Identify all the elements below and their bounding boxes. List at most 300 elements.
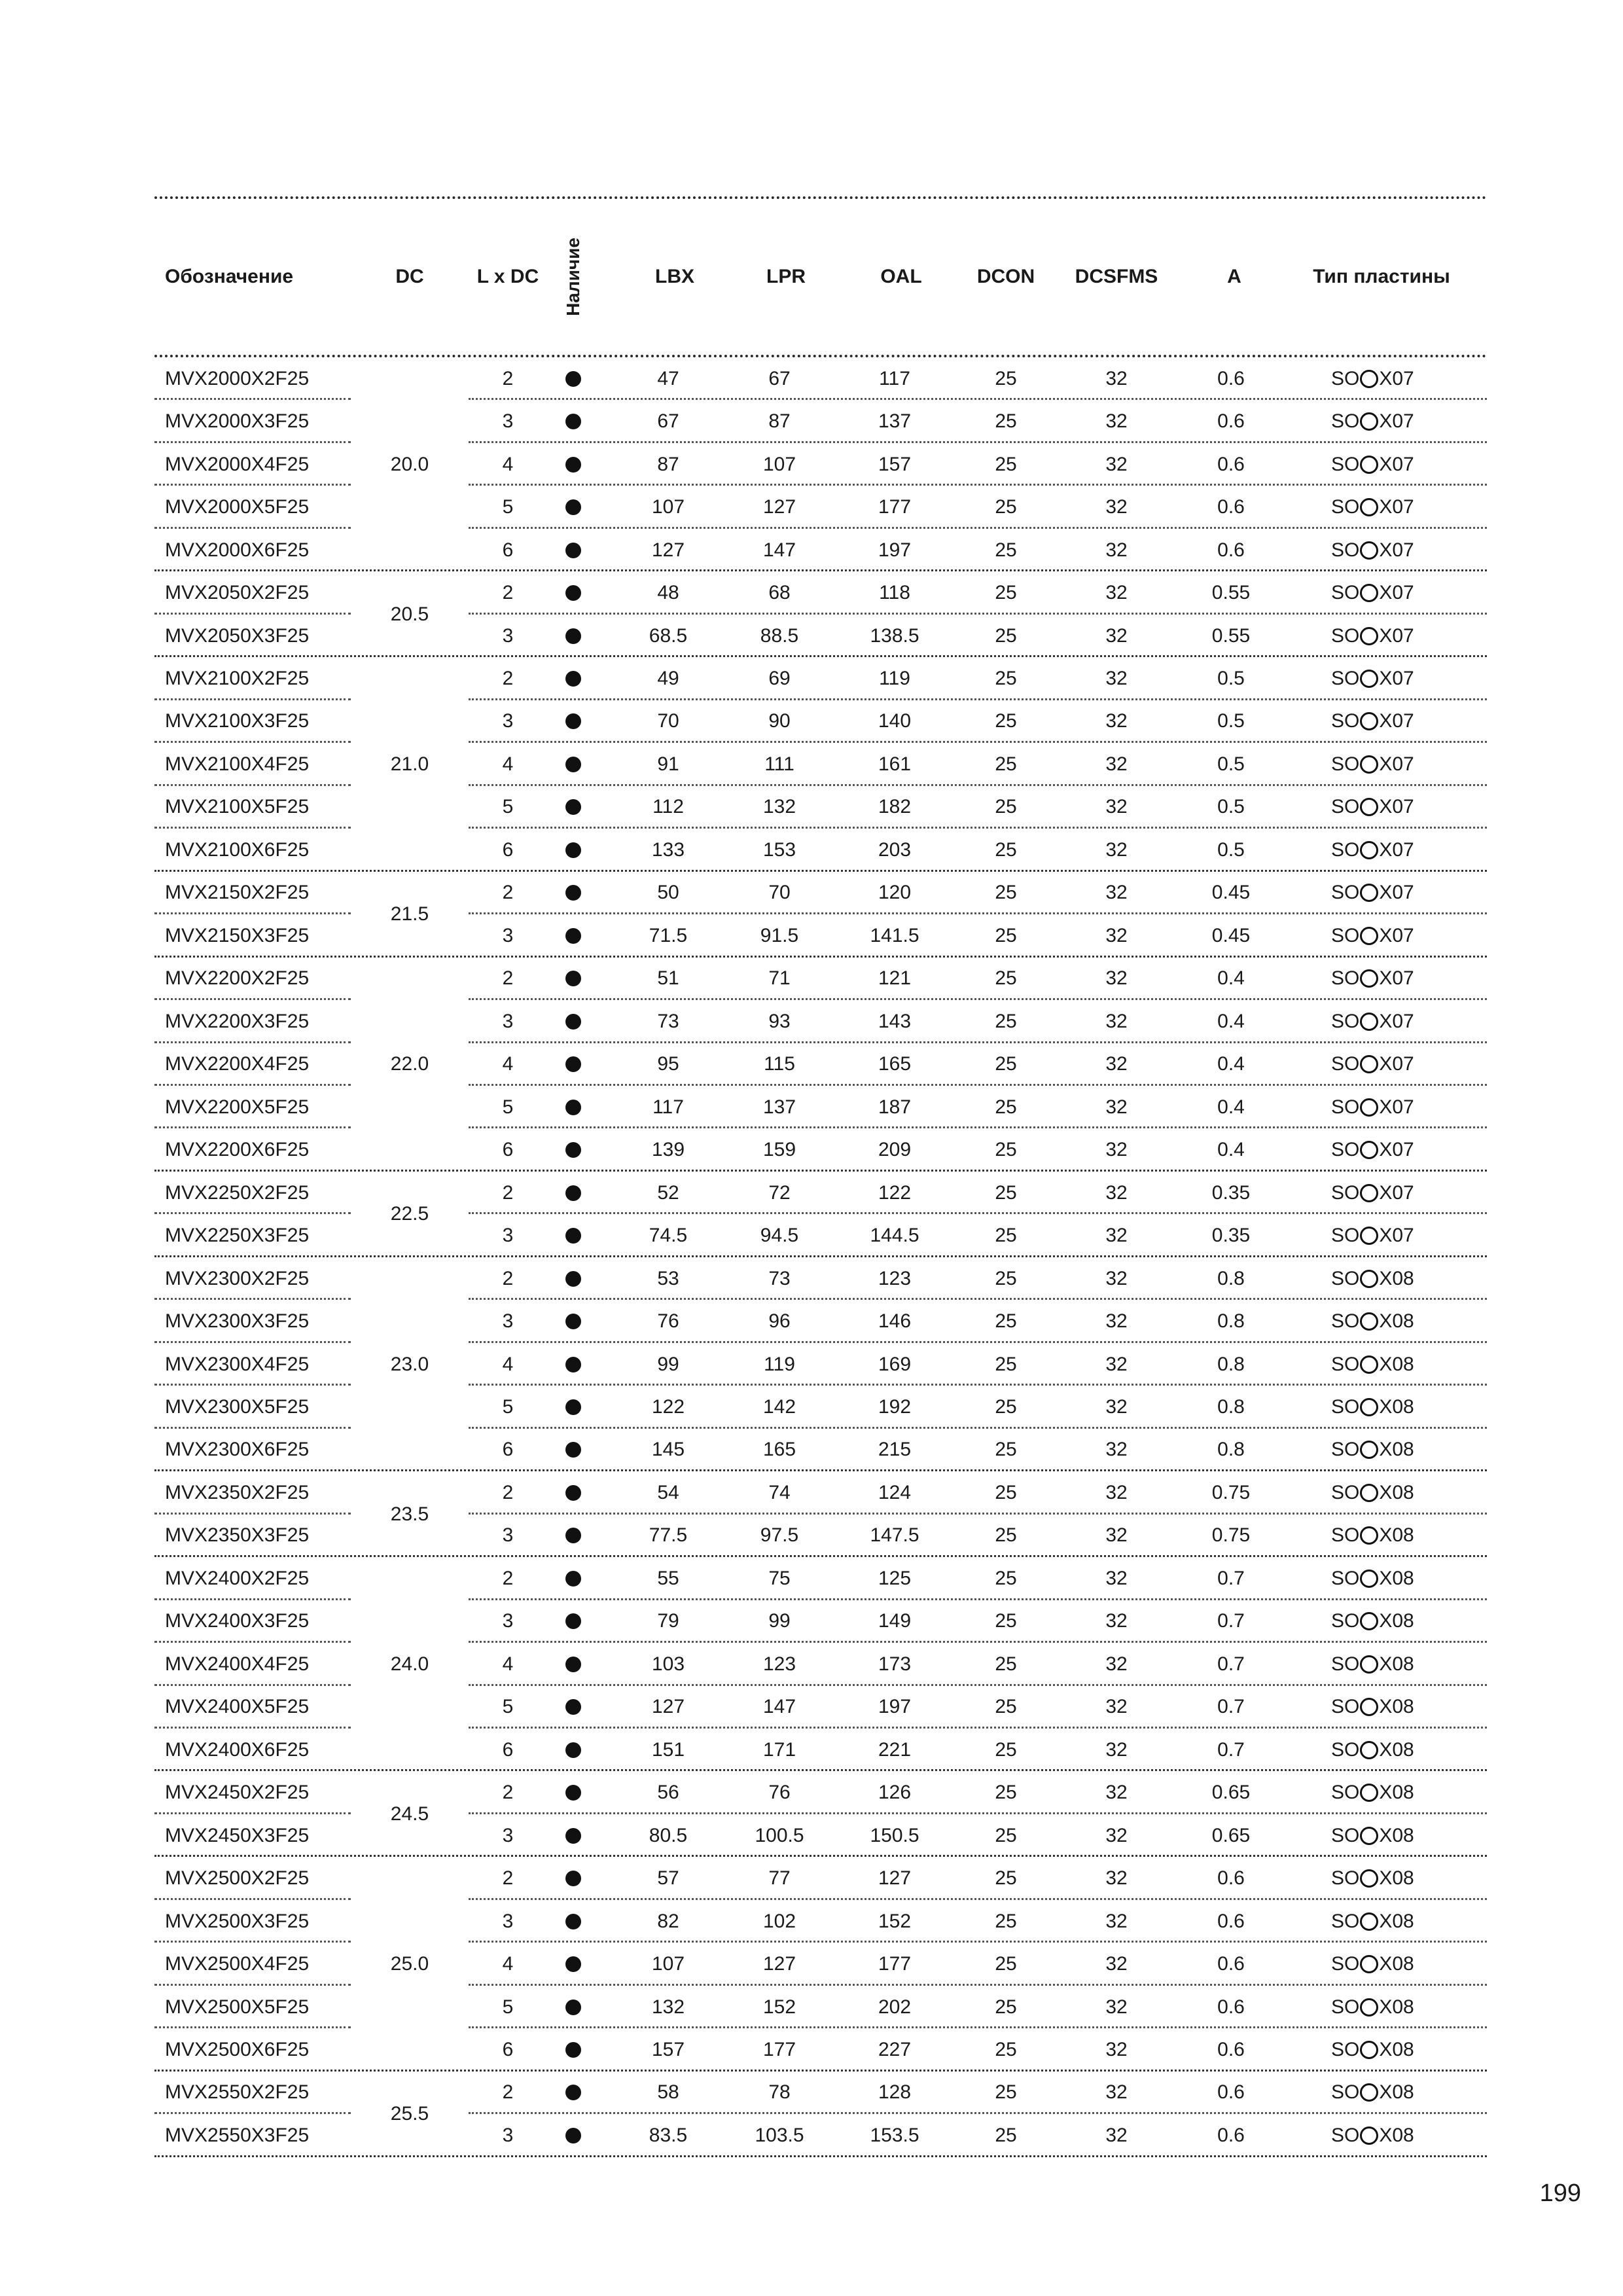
cell-oal: 143 <box>878 1010 912 1032</box>
cell-dcsfms: 32 <box>1105 367 1128 389</box>
insert-code <box>1331 967 1414 990</box>
cell-lbx: 71.5 <box>649 924 688 946</box>
cell-lbx: 56 <box>657 1782 679 1804</box>
cell-oal: 197 <box>878 1696 912 1718</box>
cell-insert-type <box>1331 1729 1462 1771</box>
insert-prefix: SO <box>1331 1353 1360 1375</box>
insert-code <box>1331 1910 1414 1933</box>
insert-variant-circle-icon <box>1360 412 1378 431</box>
header-dcon: DCON <box>976 266 1035 287</box>
insert-code <box>1331 710 1414 732</box>
insert-prefix: SO <box>1331 668 1360 690</box>
header-oal: OAL <box>880 266 922 287</box>
availability-cell <box>547 1686 599 1729</box>
cell-lbx: 67 <box>657 410 679 433</box>
cell-designation: MVX2550X2F25 <box>165 2081 310 2104</box>
cell-lbx: 80.5 <box>649 1824 688 1846</box>
cell-oal: 122 <box>878 1181 912 1204</box>
availability-cell <box>547 1857 599 1899</box>
availability-cell <box>547 443 599 486</box>
cell-lxdc: 5 <box>502 1996 514 2018</box>
cell-dc: 22.5 <box>390 1203 429 1225</box>
cell-lxdc: 6 <box>502 539 514 561</box>
in-stock-dot-icon <box>565 2000 581 2015</box>
cell-designation: MVX2400X3F25 <box>165 1610 310 1632</box>
cell-dcsfms: 32 <box>1105 924 1128 946</box>
cell-oal: 121 <box>878 967 912 990</box>
insert-code <box>1331 1439 1414 1461</box>
insert-prefix: SO <box>1331 1824 1360 1846</box>
cell-lxdc: 5 <box>502 1696 514 1718</box>
cell-dcsfms: 32 <box>1105 838 1128 861</box>
cell-oal: 169 <box>878 1353 912 1375</box>
cell-lbx: 53 <box>657 1267 679 1289</box>
cell-lxdc: 2 <box>502 967 514 990</box>
cell-lbx: 49 <box>657 668 679 690</box>
insert-variant-circle-icon <box>1360 1655 1378 1674</box>
cell-dc: 20.5 <box>390 603 429 625</box>
cell-oal: 165 <box>878 1053 912 1075</box>
insert-prefix: SO <box>1331 753 1360 775</box>
cell-oal: 123 <box>878 1267 912 1289</box>
dc-group <box>154 1771 1487 1857</box>
cell-a: 0.7 <box>1217 1738 1245 1761</box>
cell-oal: 138.5 <box>870 624 919 647</box>
availability-cell <box>547 1729 599 1771</box>
cell-lpr: 159 <box>762 1139 796 1161</box>
insert-variant-circle-icon <box>1360 1441 1378 1459</box>
cell-dcsfms: 32 <box>1105 1567 1128 1589</box>
cell-insert-type <box>1331 529 1462 571</box>
insert-variant-circle-icon <box>1360 2083 1378 2102</box>
cell-dcsfms: 32 <box>1105 1267 1128 1289</box>
cell-dc: 24.5 <box>390 1803 429 1825</box>
cell-lpr: 102 <box>762 1910 796 1932</box>
insert-variant-circle-icon <box>1360 1912 1378 1931</box>
in-stock-dot-icon <box>565 1528 581 1543</box>
cell-insert-type <box>1331 400 1462 442</box>
cell-lxdc: 2 <box>502 2081 514 2104</box>
cell-lpr: 90 <box>768 710 791 732</box>
insert-variant-circle-icon <box>1360 1184 1378 1202</box>
cell-dcsfms: 32 <box>1105 1010 1128 1032</box>
cell-lxdc: 5 <box>502 1395 514 1418</box>
cell-a: 0.5 <box>1217 753 1245 775</box>
cell-designation: MVX2300X3F25 <box>165 1310 310 1333</box>
cell-dcsfms: 32 <box>1105 1181 1128 1204</box>
insert-prefix: SO <box>1331 410 1360 433</box>
cell-dcsfms: 32 <box>1105 1996 1128 2018</box>
insert-suffix: X08 <box>1379 1439 1414 1461</box>
cell-lbx: 68.5 <box>649 624 688 647</box>
insert-variant-circle-icon <box>1360 1484 1378 1502</box>
cell-a: 0.35 <box>1211 1225 1251 1247</box>
cell-a: 0.45 <box>1211 882 1251 904</box>
cell-oal: 209 <box>878 1139 912 1161</box>
header-dcsfms: DCSFMS <box>1075 266 1158 287</box>
cell-a: 0.7 <box>1217 1653 1245 1675</box>
cell-lbx: 55 <box>657 1567 679 1589</box>
cell-lxdc: 5 <box>502 796 514 818</box>
cell-lbx: 77.5 <box>649 1524 688 1547</box>
cell-a: 0.4 <box>1217 1139 1245 1161</box>
insert-suffix: X07 <box>1379 668 1414 690</box>
cell-lbx: 74.5 <box>649 1225 688 1247</box>
cell-lpr: 107 <box>762 453 796 475</box>
cell-dcon: 25 <box>995 1782 1017 1804</box>
insert-prefix: SO <box>1331 1653 1360 1675</box>
cell-dcsfms: 32 <box>1105 796 1128 818</box>
cell-lpr: 119 <box>764 1353 795 1375</box>
cell-lpr: 72 <box>768 1181 791 1204</box>
insert-suffix: X08 <box>1379 1353 1414 1375</box>
insert-suffix: X08 <box>1379 1910 1414 1932</box>
insert-code <box>1331 1953 1414 1975</box>
insert-suffix: X07 <box>1379 453 1414 475</box>
cell-a: 0.7 <box>1217 1696 1245 1718</box>
insert-prefix: SO <box>1331 1567 1360 1589</box>
cell-lpr: 127 <box>762 496 796 518</box>
insert-suffix: X08 <box>1379 1738 1414 1761</box>
cell-a: 0.6 <box>1217 410 1245 433</box>
insert-code <box>1331 1739 1414 1761</box>
insert-suffix: X07 <box>1379 367 1414 389</box>
cell-lbx: 91 <box>657 753 679 775</box>
cell-dcon: 25 <box>995 1567 1017 1589</box>
cell-dcon: 25 <box>995 1653 1017 1675</box>
insert-suffix: X08 <box>1379 1996 1414 2018</box>
insert-prefix: SO <box>1331 1225 1360 1247</box>
cell-insert-type <box>1331 2028 1462 2071</box>
insert-code <box>1331 1053 1414 1075</box>
in-stock-dot-icon <box>565 885 581 901</box>
cell-lpr: 123 <box>762 1653 796 1675</box>
cell-lpr: 78 <box>768 2081 791 2104</box>
cell-designation: MVX2250X2F25 <box>165 1181 310 1204</box>
cell-lbx: 79 <box>657 1610 679 1632</box>
cell-dcon: 25 <box>995 1824 1017 1846</box>
cell-lpr: 68 <box>768 582 791 604</box>
cell-oal: 128 <box>878 2081 912 2104</box>
insert-variant-circle-icon <box>1360 670 1378 688</box>
cell-oal: 147.5 <box>870 1524 919 1547</box>
insert-suffix: X08 <box>1379 1824 1414 1846</box>
cell-oal: 140 <box>878 710 912 732</box>
cell-oal: 203 <box>878 838 912 861</box>
cell-oal: 177 <box>878 1953 912 1975</box>
availability-cell <box>547 1300 599 1342</box>
availability-cell <box>547 829 599 871</box>
cell-dcsfms: 32 <box>1105 668 1128 690</box>
cell-a: 0.4 <box>1217 1096 1245 1118</box>
in-stock-dot-icon <box>565 1228 581 1244</box>
insert-prefix: SO <box>1331 1439 1360 1461</box>
cell-lxdc: 3 <box>502 1610 514 1632</box>
cell-designation: MVX2100X4F25 <box>165 753 310 775</box>
cell-lbx: 54 <box>657 1481 679 1503</box>
insert-variant-circle-icon <box>1360 1698 1378 1716</box>
cell-dcsfms: 32 <box>1105 1953 1128 1975</box>
cell-lpr: 87 <box>768 410 791 433</box>
insert-code <box>1331 1225 1414 1247</box>
cell-oal: 177 <box>878 496 912 518</box>
insert-variant-circle-icon <box>1360 884 1378 902</box>
cell-lxdc: 3 <box>502 1910 514 1932</box>
insert-suffix: X08 <box>1379 1395 1414 1418</box>
cell-a: 0.7 <box>1217 1567 1245 1589</box>
cell-a: 0.6 <box>1217 1996 1245 2018</box>
cell-lpr: 70 <box>768 882 791 904</box>
cell-dcsfms: 32 <box>1105 710 1128 732</box>
cell-lxdc: 6 <box>502 1439 514 1461</box>
header-lpr: LPR <box>766 266 806 287</box>
cell-dcon: 25 <box>995 1139 1017 1161</box>
insert-code <box>1331 1354 1414 1376</box>
insert-prefix: SO <box>1331 1181 1360 1204</box>
cell-dcon: 25 <box>995 753 1017 775</box>
insert-suffix: X07 <box>1379 1096 1414 1118</box>
cell-oal: 215 <box>878 1439 912 1461</box>
cell-dcon: 25 <box>995 1225 1017 1247</box>
cell-designation: MVX2400X4F25 <box>165 1653 310 1675</box>
cell-lpr: 127 <box>762 1953 796 1975</box>
insert-prefix: SO <box>1331 1696 1360 1718</box>
cell-oal: 125 <box>878 1567 912 1589</box>
header-insert-type: Тип пластины <box>1313 266 1450 287</box>
cell-lxdc: 3 <box>502 1824 514 1846</box>
availability-cell <box>547 914 599 957</box>
cell-insert-type <box>1331 1986 1462 2028</box>
cell-oal: 124 <box>878 1481 912 1503</box>
dc-group <box>154 1857 1487 2071</box>
cell-lbx: 133 <box>651 838 685 861</box>
dc-group <box>154 958 1487 1172</box>
in-stock-dot-icon <box>565 757 581 772</box>
insert-prefix: SO <box>1331 1310 1360 1333</box>
cell-lxdc: 3 <box>502 624 514 647</box>
cell-dcsfms: 32 <box>1105 1824 1128 1846</box>
cell-lbx: 99 <box>657 1353 679 1375</box>
cell-lxdc: 5 <box>502 496 514 518</box>
cell-dcsfms: 32 <box>1105 1053 1128 1075</box>
in-stock-dot-icon <box>565 2128 581 2144</box>
cell-lbx: 145 <box>651 1439 685 1461</box>
dc-group <box>154 357 1487 571</box>
cell-designation: MVX2400X5F25 <box>165 1696 310 1718</box>
cell-dcsfms: 32 <box>1105 1867 1128 1890</box>
cell-lxdc: 3 <box>502 710 514 732</box>
insert-prefix: SO <box>1331 1053 1360 1075</box>
cell-lpr: 171 <box>762 1738 796 1761</box>
cell-oal: 119 <box>879 668 910 690</box>
insert-prefix: SO <box>1331 453 1360 475</box>
cell-designation: MVX2050X3F25 <box>165 624 310 647</box>
availability-cell <box>547 1600 599 1643</box>
insert-suffix: X08 <box>1379 2124 1414 2146</box>
cell-lpr: 132 <box>762 796 796 818</box>
insert-suffix: X07 <box>1379 1139 1414 1161</box>
availability-cell <box>547 486 599 528</box>
insert-variant-circle-icon <box>1360 1570 1378 1588</box>
cell-dcon: 25 <box>995 710 1017 732</box>
insert-suffix: X08 <box>1379 1310 1414 1333</box>
insert-suffix: X08 <box>1379 1953 1414 1975</box>
cell-lbx: 107 <box>651 1953 685 1975</box>
cell-lbx: 112 <box>652 796 684 818</box>
dc-group <box>154 2072 1487 2157</box>
cell-oal: 153.5 <box>870 2124 919 2146</box>
cell-insert-type <box>1331 700 1462 743</box>
in-stock-dot-icon <box>565 1657 581 1672</box>
in-stock-dot-icon <box>565 2085 581 2100</box>
in-stock-dot-icon <box>565 414 581 429</box>
cell-lpr: 94.5 <box>760 1225 799 1247</box>
cell-designation: MVX2100X3F25 <box>165 710 310 732</box>
insert-variant-circle-icon <box>1360 1741 1378 1759</box>
availability-cell <box>547 1257 599 1300</box>
cell-dc: 25.0 <box>390 1953 429 1975</box>
insert-variant-circle-icon <box>1360 1355 1378 1374</box>
cell-a: 0.5 <box>1217 796 1245 818</box>
cell-dcon: 25 <box>995 1395 1017 1418</box>
header-availability-label: Наличие <box>563 238 583 316</box>
insert-variant-circle-icon <box>1360 541 1378 560</box>
cell-designation: MVX2500X2F25 <box>165 1867 310 1890</box>
availability-cell <box>547 571 599 614</box>
insert-suffix: X07 <box>1379 882 1414 904</box>
insert-code <box>1331 882 1414 904</box>
insert-prefix: SO <box>1331 624 1360 647</box>
cell-insert-type <box>1331 1515 1462 1557</box>
in-stock-dot-icon <box>565 1871 581 1886</box>
cell-insert-type <box>1331 1128 1462 1171</box>
cell-insert-type <box>1331 571 1462 614</box>
cell-insert-type <box>1331 1300 1462 1342</box>
cell-insert-type <box>1331 743 1462 785</box>
availability-cell <box>547 1943 599 1985</box>
insert-code <box>1331 368 1414 390</box>
cell-dcon: 25 <box>995 2039 1017 2061</box>
insert-code <box>1331 1482 1414 1504</box>
cell-dcon: 25 <box>995 668 1017 690</box>
insert-variant-circle-icon <box>1360 498 1378 516</box>
insert-prefix: SO <box>1331 582 1360 604</box>
insert-code <box>1331 1139 1414 1161</box>
insert-variant-circle-icon <box>1360 798 1378 816</box>
insert-code <box>1331 1867 1414 1890</box>
cell-insert-type <box>1331 1343 1462 1386</box>
insert-variant-circle-icon <box>1360 627 1378 645</box>
availability-cell <box>547 2072 599 2114</box>
in-stock-dot-icon <box>565 1314 581 1329</box>
cell-designation: MVX2000X2F25 <box>165 367 310 389</box>
cell-oal: 120 <box>878 882 912 904</box>
header-dc: DC <box>395 266 424 287</box>
insert-code <box>1331 839 1414 861</box>
cell-a: 0.65 <box>1211 1782 1251 1804</box>
cell-lpr: 75 <box>768 1567 791 1589</box>
in-stock-dot-icon <box>565 585 581 601</box>
insert-suffix: X07 <box>1379 496 1414 518</box>
in-stock-dot-icon <box>565 1956 581 1972</box>
in-stock-dot-icon <box>565 1357 581 1372</box>
cell-dcsfms: 32 <box>1105 1910 1128 1932</box>
insert-variant-circle-icon <box>1360 1270 1378 1288</box>
cell-oal: 152 <box>878 1910 912 1932</box>
cell-lxdc: 6 <box>502 2039 514 2061</box>
cell-designation: MVX2500X3F25 <box>165 1910 310 1932</box>
cell-lxdc: 2 <box>502 1867 514 1890</box>
insert-code <box>1331 2039 1414 2061</box>
insert-prefix: SO <box>1331 1395 1360 1418</box>
cell-designation: MVX2500X5F25 <box>165 1996 310 2018</box>
insert-variant-circle-icon <box>1360 712 1378 730</box>
insert-suffix: X07 <box>1379 924 1414 946</box>
cell-insert-type <box>1331 1471 1462 1514</box>
insert-code <box>1331 1653 1414 1676</box>
cell-a: 0.6 <box>1217 1867 1245 1890</box>
insert-suffix: X07 <box>1379 1053 1414 1075</box>
cell-oal: 157 <box>878 453 912 475</box>
in-stock-dot-icon <box>565 928 581 944</box>
insert-suffix: X08 <box>1379 1524 1414 1547</box>
cell-lxdc: 3 <box>502 2124 514 2146</box>
availability-cell <box>547 615 599 657</box>
cell-insert-type <box>1331 786 1462 829</box>
cell-dcon: 25 <box>995 1439 1017 1461</box>
in-stock-dot-icon <box>565 1699 581 1715</box>
cell-dcon: 25 <box>995 624 1017 647</box>
cell-dc: 23.0 <box>390 1353 429 1375</box>
insert-code <box>1331 1996 1414 2018</box>
cell-lbx: 58 <box>657 2081 679 2104</box>
cell-dc: 24.0 <box>390 1653 429 1675</box>
insert-variant-circle-icon <box>1360 1998 1378 2017</box>
insert-variant-circle-icon <box>1360 1141 1378 1159</box>
cell-lpr: 67 <box>768 367 791 389</box>
cell-insert-type <box>1331 1257 1462 1300</box>
cell-a: 0.5 <box>1217 838 1245 861</box>
cell-designation: MVX2400X6F25 <box>165 1738 310 1761</box>
cell-a: 0.75 <box>1211 1481 1251 1503</box>
cell-insert-type <box>1331 1814 1462 1857</box>
cell-lpr: 147 <box>762 539 796 561</box>
availability-cell <box>547 1214 599 1257</box>
insert-code <box>1331 1268 1414 1290</box>
cell-designation: MVX2200X5F25 <box>165 1096 310 1118</box>
dc-group <box>154 657 1487 871</box>
cell-designation: MVX2300X2F25 <box>165 1267 310 1289</box>
cell-dcon: 25 <box>995 582 1017 604</box>
insert-prefix: SO <box>1331 1953 1360 1975</box>
cell-insert-type <box>1331 2072 1462 2114</box>
cell-a: 0.6 <box>1217 496 1245 518</box>
cell-lpr: 77 <box>768 1867 791 1890</box>
cell-insert-type <box>1331 1600 1462 1643</box>
cell-a: 0.6 <box>1217 2081 1245 2104</box>
cell-dcon: 25 <box>995 1910 1017 1932</box>
insert-prefix: SO <box>1331 1010 1360 1032</box>
cell-lxdc: 2 <box>502 882 514 904</box>
cell-dcsfms: 32 <box>1105 1310 1128 1333</box>
cell-lxdc: 2 <box>502 1481 514 1503</box>
availability-cell <box>547 657 599 700</box>
cell-lpr: 76 <box>768 1782 791 1804</box>
insert-suffix: X08 <box>1379 1782 1414 1804</box>
cell-lpr: 153 <box>762 838 796 861</box>
cell-designation: MVX2000X5F25 <box>165 496 310 518</box>
cell-lbx: 83.5 <box>649 2124 688 2146</box>
